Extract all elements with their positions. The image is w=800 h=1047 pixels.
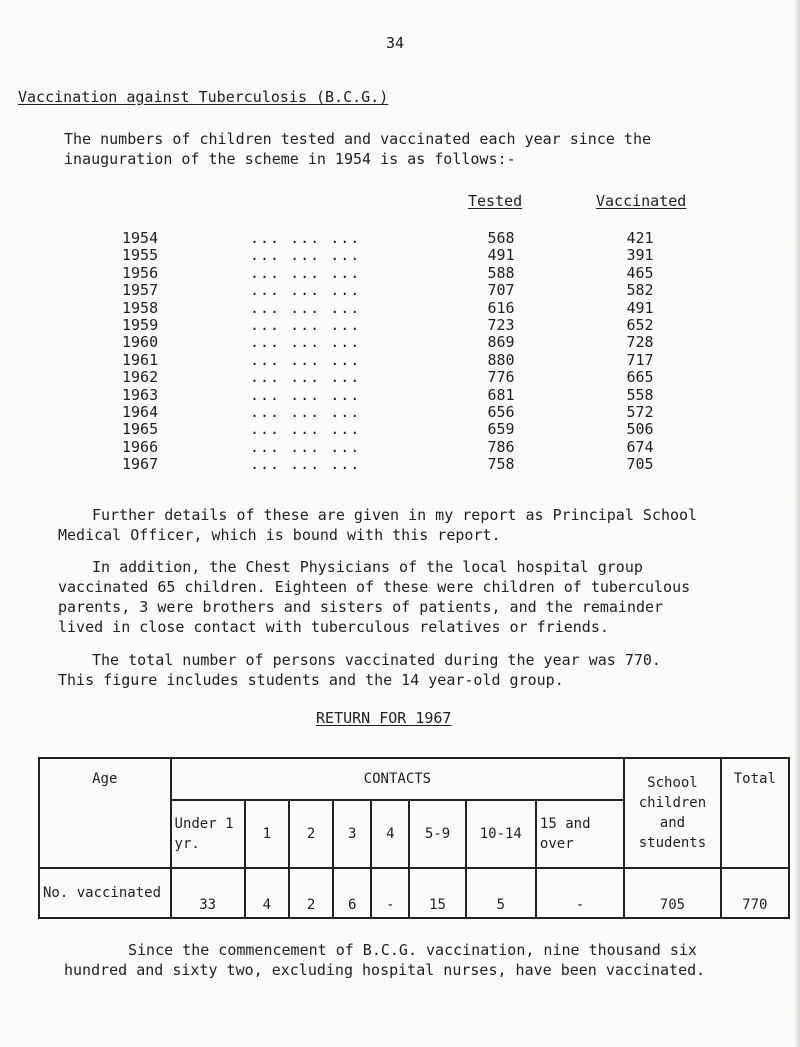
section-title: Vaccination against Tuberculosis (B.C.G.) xyxy=(18,88,389,106)
year-label: 1964 xyxy=(122,403,159,421)
age-group-header: 2 xyxy=(289,800,333,868)
year-row xyxy=(0,455,800,473)
tested-value: 869 xyxy=(487,333,515,352)
year-label: 1962 xyxy=(122,368,159,387)
leader-dots: ... ... ... xyxy=(250,298,361,317)
vaccinated-count: 15 xyxy=(409,868,465,918)
vaccinated-value: 674 xyxy=(626,437,654,456)
leader-dots: ... ... ... xyxy=(250,263,361,282)
leader-dots: ... ... ... xyxy=(250,403,361,421)
vaccinated-value: 491 xyxy=(626,298,654,317)
year-row xyxy=(0,420,800,438)
year-row xyxy=(0,299,800,317)
year-label: 1954 xyxy=(122,229,159,247)
vaccinated-count: 6 xyxy=(333,868,371,918)
leader-dots: ... ... ... xyxy=(250,246,361,265)
tested-value: 491 xyxy=(487,246,515,265)
leader-dots: ... ... ... xyxy=(250,333,361,352)
school-value: 705 xyxy=(624,868,720,918)
year-row xyxy=(0,368,800,386)
year-row xyxy=(0,316,800,334)
leader-dots: ... ... ... xyxy=(250,229,361,247)
vaccinated-value: 572 xyxy=(626,403,654,421)
year-label: 1955 xyxy=(122,246,159,265)
tested-value: 588 xyxy=(487,263,515,282)
further-details-paragraph: Further details of these are given in my report as Principal School Medical Officer, which is bound with this report. xyxy=(58,506,698,544)
year-label: 1960 xyxy=(122,333,159,352)
tested-value: 659 xyxy=(487,420,515,439)
tested-value: 568 xyxy=(487,229,515,247)
leader-dots: ... ... ... xyxy=(250,437,361,456)
age-group-header: Under 1 yr. xyxy=(171,800,245,868)
age-group-header: 10-14 xyxy=(466,800,536,868)
tested-value: 758 xyxy=(487,455,515,474)
leader-dots: ... ... ... xyxy=(250,368,361,387)
tested-value: 707 xyxy=(487,281,515,300)
year-row xyxy=(0,403,800,421)
vaccinated-value: 705 xyxy=(626,455,654,474)
tested-value: 616 xyxy=(487,298,515,317)
vaccinated-count: 33 xyxy=(171,868,245,918)
leader-dots: ... ... ... xyxy=(250,316,361,334)
age-group-header: 5-9 xyxy=(409,800,465,868)
total-paragraph: The total number of persons vaccinated during the year was 770. This figure includes students and the 14 year-old group. xyxy=(58,651,661,689)
year-label: 1959 xyxy=(122,316,159,334)
year-row xyxy=(0,229,800,247)
return-table xyxy=(38,757,790,919)
year-row xyxy=(0,386,800,404)
total-header: Total xyxy=(721,758,789,868)
vaccinated-value: 665 xyxy=(626,368,654,387)
vaccinated-count: 5 xyxy=(466,868,536,918)
year-row xyxy=(0,438,800,456)
leader-dots: ... ... ... xyxy=(250,281,361,300)
age-group-header: 3 xyxy=(333,800,371,868)
vaccinated-value: 391 xyxy=(626,246,654,265)
year-label: 1963 xyxy=(122,385,159,404)
leader-dots: ... ... ... xyxy=(250,385,361,404)
vaccinated-count: 4 xyxy=(245,868,289,918)
year-label: 1961 xyxy=(122,350,159,369)
row-label: No. vaccinated xyxy=(39,868,171,918)
leader-dots: ... ... ... xyxy=(250,455,361,474)
age-group-header: 15 and over xyxy=(536,800,624,868)
total-value: 770 xyxy=(721,868,789,918)
year-label: 1967 xyxy=(122,455,159,474)
vaccinated-value: 728 xyxy=(626,333,654,352)
tested-value: 880 xyxy=(487,350,515,369)
tested-value: 776 xyxy=(487,368,515,387)
chest-physicians-paragraph: In addition, the Chest Physicians of the local hospital group vaccinated 65 children. Eighteen of these were children of tuberculous parents, 3 were brothers and sisters of patients, and the remainder lived in close contact with tuberculous relatives or friends. xyxy=(58,558,691,636)
leader-dots: ... ... ... xyxy=(250,420,361,439)
tested-header: Tested xyxy=(468,192,523,210)
vaccinated-value: 421 xyxy=(626,229,654,247)
year-label: 1966 xyxy=(122,437,159,456)
leader-dots: ... ... ... xyxy=(250,350,361,369)
contacts-header: CONTACTS xyxy=(171,758,625,800)
year-row xyxy=(0,351,800,369)
vaccinated-count: - xyxy=(371,868,409,918)
vaccinated-header: Vaccinated xyxy=(596,192,687,210)
closing-paragraph: Since the commencement of B.C.G. vaccination, nine thousand six hundred and sixty two, excluding hospital nurses, have been vaccinated. xyxy=(64,941,706,979)
age-header: Age xyxy=(39,758,171,868)
vaccinated-count: 2 xyxy=(289,868,333,918)
age-group-header: 4 xyxy=(371,800,409,868)
year-row xyxy=(0,333,800,351)
year-label: 1958 xyxy=(122,298,159,317)
tested-value: 786 xyxy=(487,437,515,456)
vaccinated-value: 465 xyxy=(626,263,654,282)
year-row xyxy=(0,264,800,282)
vaccinated-value: 717 xyxy=(626,350,654,369)
page-edge-shadow xyxy=(794,0,800,1047)
page-number: 34 xyxy=(386,34,405,52)
tested-value: 723 xyxy=(487,316,515,334)
year-label: 1956 xyxy=(122,263,159,282)
year-label: 1957 xyxy=(122,281,159,300)
year-row xyxy=(0,281,800,299)
year-label: 1965 xyxy=(122,420,159,439)
school-header: School children and students xyxy=(624,758,720,868)
vaccinated-count: - xyxy=(536,868,624,918)
return-heading: RETURN FOR 1967 xyxy=(316,709,452,727)
age-group-header: 1 xyxy=(245,800,289,868)
tested-value: 656 xyxy=(487,403,515,421)
vaccinated-value: 506 xyxy=(626,420,654,439)
vaccinated-value: 652 xyxy=(626,316,654,334)
year-row xyxy=(0,246,800,264)
vaccinated-value: 558 xyxy=(626,385,654,404)
vaccinated-value: 582 xyxy=(626,281,654,300)
intro-paragraph: The numbers of children tested and vaccinated each year since the inauguration of the scheme in 1954 is as follows:- xyxy=(64,130,651,168)
tested-value: 681 xyxy=(487,385,515,404)
